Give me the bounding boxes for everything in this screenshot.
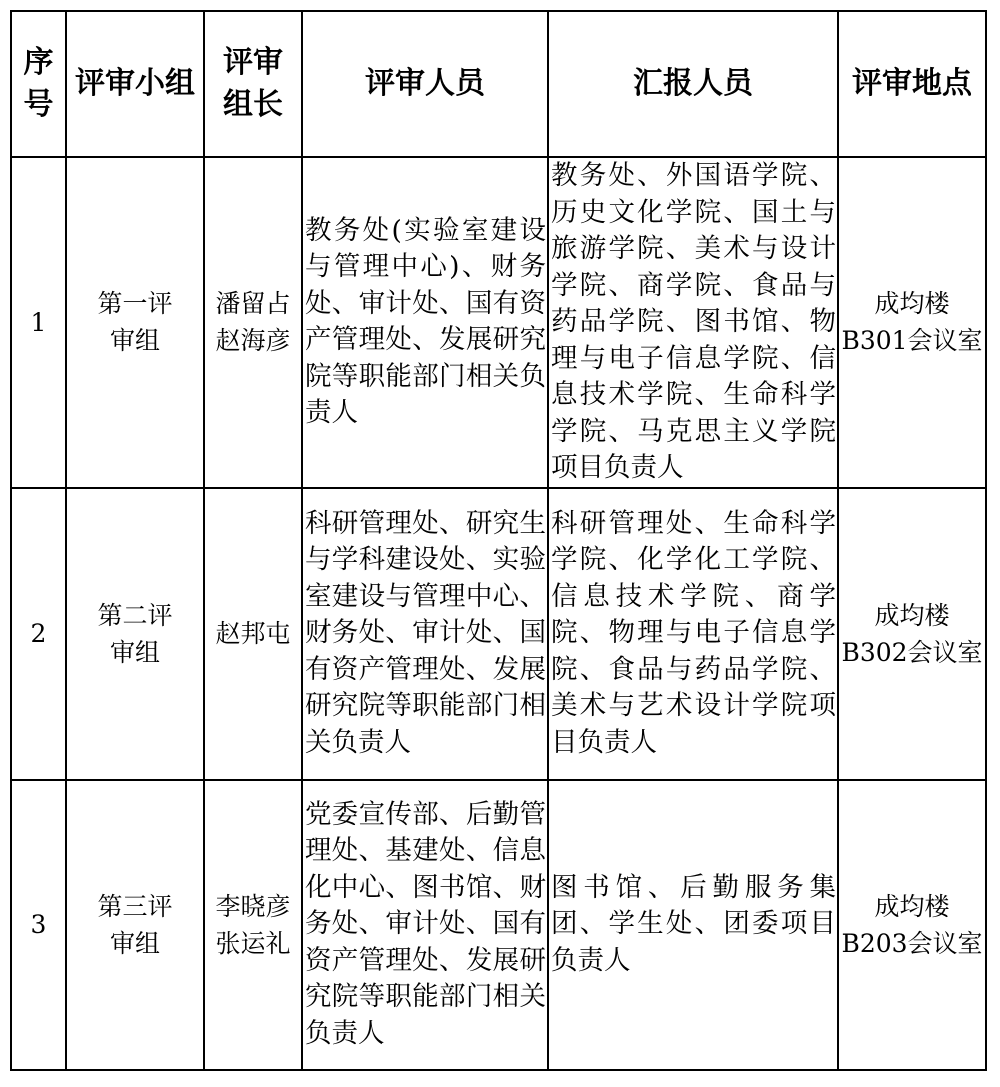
row-reporters: 教务处、外国语学院、历史文化学院、国土与旅游学院、美术与设计学院、商学院、食品与药品学院、图书馆、物理与电子信息学院、信息技术学院、生命科学学院、马克思主义学院项目负责人 — [548, 157, 838, 488]
table-header-row — [11, 11, 986, 157]
row-reviewers: 教务处(实验室建设与管理中心)、财务处、审计处、国有资产管理处、发展研究院等职能部门相关负责人 — [302, 157, 548, 488]
header-group: 评审小组 — [66, 11, 204, 157]
header-index: 序号 — [11, 11, 66, 157]
row-index: 1 — [11, 157, 66, 488]
row-group: 第三评审组 — [66, 780, 204, 1070]
header-location: 评审地点 — [838, 11, 986, 157]
row-reviewers: 党委宣传部、后勤管理处、基建处、信息化中心、图书馆、财务处、审计处、国有资产管理处、发展研究院等职能部门相关负责人 — [302, 780, 548, 1070]
table-row — [11, 780, 986, 1070]
row-leader: 潘留占赵海彦 — [204, 157, 302, 488]
row-reporters: 图书馆、后勤服务集团、学生处、团委项目负责人 — [548, 780, 838, 1070]
table-row — [11, 157, 986, 488]
row-group: 第二评审组 — [66, 488, 204, 780]
row-location: 成均楼 B301会议室 — [838, 157, 986, 488]
review-schedule-table-container — [10, 10, 987, 1071]
row-reporters: 科研管理处、生命科学学院、化学化工学院、信息技术学院、商学院、物理与电子信息学院、食品与药品学院、美术与艺术设计学院项目负责人 — [548, 488, 838, 780]
header-leader: 评审组长 — [204, 11, 302, 157]
row-reviewers: 科研管理处、研究生与学科建设处、实验室建设与管理中心、财务处、审计处、国有资产管理处、发展研究院等职能部门相关负责人 — [302, 488, 548, 780]
row-group: 第一评审组 — [66, 157, 204, 488]
row-location: 成均楼 B302会议室 — [838, 488, 986, 780]
row-leader: 李晓彦张运礼 — [204, 780, 302, 1070]
header-reporters: 汇报人员 — [548, 11, 838, 157]
header-reviewers: 评审人员 — [302, 11, 548, 157]
row-location: 成均楼 B203会议室 — [838, 780, 986, 1070]
table-row — [11, 488, 986, 780]
row-index: 2 — [11, 488, 66, 780]
row-leader: 赵邦屯 — [204, 488, 302, 780]
review-schedule-table — [10, 10, 987, 1071]
row-index: 3 — [11, 780, 66, 1070]
